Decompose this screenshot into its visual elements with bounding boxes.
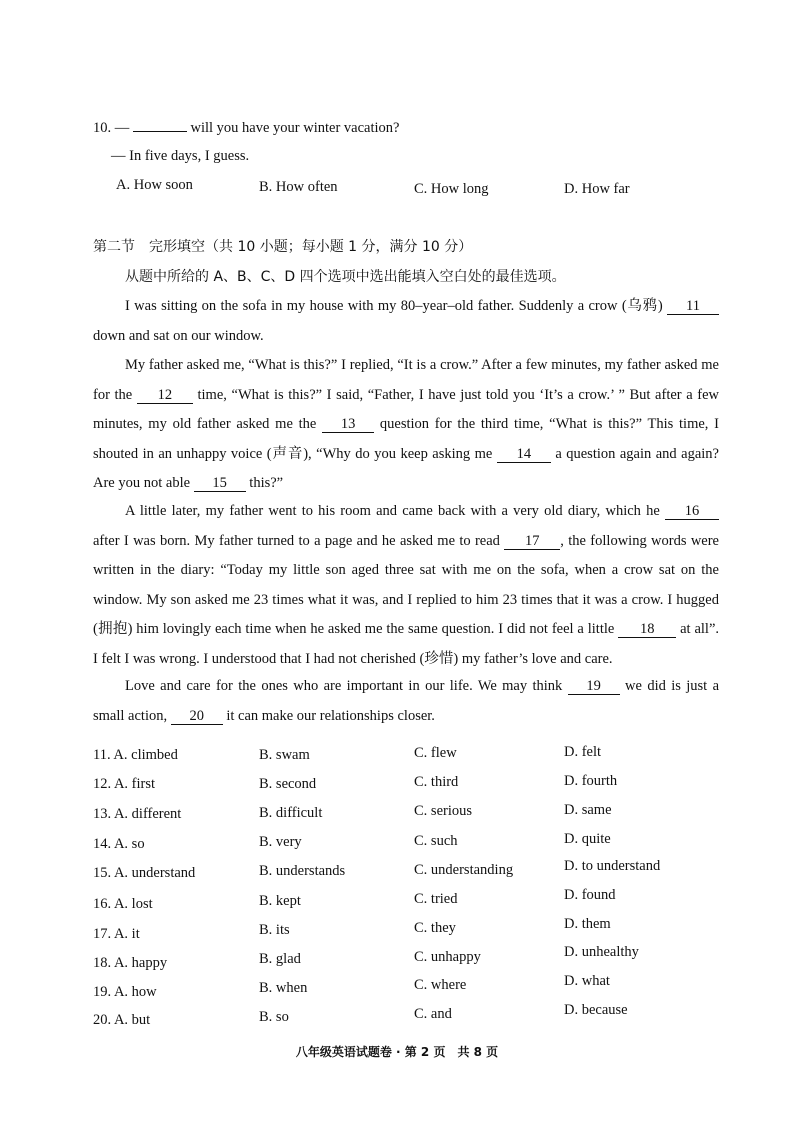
option-13-b: B. difficult: [259, 805, 323, 821]
option-14-a: 14. A. so: [93, 836, 145, 852]
option-11-a: 11. A. climbed: [93, 747, 178, 763]
passage-paragraph-2: My father asked me, “What is this?” I replied, “It is a crow.” After a few minutes, my father asked me for the 12 time, “What is this?” I said, “Father, I have just told you ‘It’s a crow.’ ” But after a few minutes, my old father asked me the 13 question for the third time, “What is this?” This time, I shouted in an unhappy voice (声音), “Why do you keep asking me 14 a question again and again? Are you not able 15 this?”: [93, 357, 720, 491]
option-16-c: C. tried: [414, 891, 458, 907]
option-12-c: C. third: [414, 774, 459, 790]
option-11-b: B. swam: [259, 747, 310, 763]
option-14-c: C. such: [414, 833, 458, 849]
option-20-a: 20. A. but: [93, 1012, 151, 1028]
option-18-b: B. glad: [259, 951, 301, 967]
option-19-c: C. where: [414, 977, 467, 993]
option-15-b: B. understands: [259, 863, 346, 879]
q10-option-a: A. How soon: [116, 177, 193, 193]
q10-blank: [133, 131, 187, 132]
option-15-a: 15. A. understand: [93, 865, 196, 881]
q10-option-c: C. How long: [414, 181, 489, 197]
option-16-a: 16. A. lost: [93, 896, 153, 912]
option-19-d: D. what: [564, 973, 610, 989]
blank-12: 12: [137, 387, 193, 404]
blank-16: 16: [665, 503, 719, 520]
option-12-a: 12. A. first: [93, 776, 156, 792]
option-19-a: 19. A. how: [93, 984, 157, 1000]
blank-17: 17: [504, 533, 560, 550]
option-11-c: C. flew: [414, 745, 457, 761]
blank-20: 20: [171, 708, 223, 725]
option-17-c: C. they: [414, 920, 456, 936]
option-12-b: B. second: [259, 776, 317, 792]
option-11-d: D. felt: [564, 744, 602, 760]
blank-11: 11: [667, 298, 719, 315]
passage-paragraph-1: I was sitting on the sofa in my house with my 80–year–old father. Suddenly a crow (乌鸦) 11 down and sat on our window.: [93, 292, 719, 351]
q10-number: 10. —: [93, 120, 130, 136]
blank-18: 18: [618, 621, 676, 638]
blank-15: 15: [194, 475, 246, 492]
option-19-b: B. when: [259, 980, 308, 996]
passage-paragraph-4: Love and care for the ones who are important in our life. We may think 19 we did is just a small action, 20 it can make our relationships closer.: [93, 678, 720, 724]
option-20-c: C. and: [414, 1006, 452, 1022]
option-20-d: D. because: [564, 1002, 628, 1018]
blank-19: 19: [568, 678, 620, 695]
option-12-d: D. fourth: [564, 773, 618, 789]
option-18-c: C. unhappy: [414, 949, 481, 965]
section-instruction: 从题中所给的 A、B、C、D 四个选项中选出能填入空白处的最佳选项。: [125, 269, 566, 285]
option-17-d: D. them: [564, 916, 611, 932]
option-16-b: B. kept: [259, 893, 301, 909]
option-15-d: D. to understand: [564, 858, 661, 874]
q10-reply: — In five days, I guess.: [111, 148, 250, 164]
option-20-b: B. so: [259, 1009, 289, 1025]
option-15-c: C. understanding: [414, 862, 514, 878]
blank-13: 13: [322, 416, 374, 433]
q10-stem: [93, 120, 399, 137]
q10-option-d: D. How far: [564, 181, 630, 197]
option-13-c: C. serious: [414, 803, 472, 819]
option-13-a: 13. A. different: [93, 806, 182, 822]
option-16-d: D. found: [564, 887, 616, 903]
q10-stem-text: will you have your winter vacation?: [190, 120, 400, 136]
option-18-a: 18. A. happy: [93, 955, 168, 971]
blank-14: 14: [497, 446, 551, 463]
option-17-a: 17. A. it: [93, 926, 140, 942]
q10-option-b: B. How often: [259, 179, 338, 195]
option-14-d: D. quite: [564, 831, 611, 847]
option-14-b: B. very: [259, 834, 302, 850]
option-17-b: B. its: [259, 922, 290, 938]
option-18-d: D. unhealthy: [564, 944, 639, 960]
option-13-d: D. same: [564, 802, 612, 818]
page-footer: 八年级英语试题卷 · 第 2 页 共 8 页: [295, 1045, 499, 1059]
passage-paragraph-3: A little later, my father went to his room and came back with a very old diary, which he 16 after I was born. My father turned to a page and he asked me to read 17 , the following words were written in the diary: “Today my little son aged three sat with me on the sofa, when a crow sat on the window. My son asked me 23 times what it was, and I replied to him 23 times that it was a crow. I hugged (拥抱) him lovingly each time when he asked me the same question. I did not feel a little 18 at all”. I felt I was wrong. I understood that I had not cherished (珍惜) my father’s love and care.: [93, 503, 720, 667]
section-title: 第二节 完形填空（共 10 小题；每小题 1 分，满分 10 分）: [93, 239, 473, 255]
